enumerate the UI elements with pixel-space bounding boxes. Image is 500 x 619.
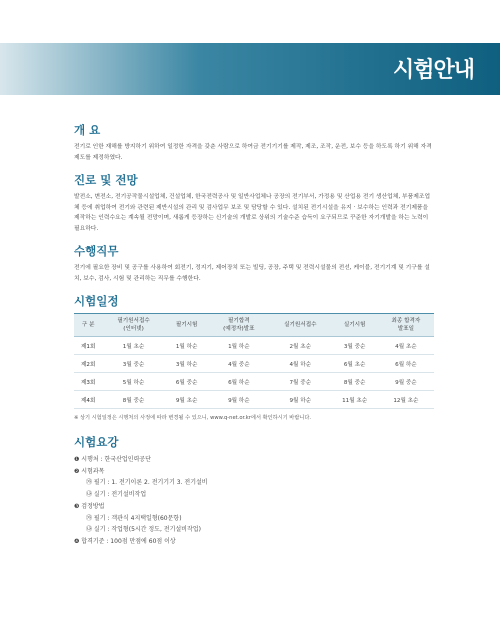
schedule-cell: 1월 하순 — [209, 337, 270, 355]
schedule-cell: 제1회 — [74, 337, 102, 355]
requirement-item: ❷ 시험과목 — [74, 467, 105, 475]
schedule-cell: 5월 하순 — [102, 373, 164, 391]
section-career — [74, 172, 434, 234]
schedule-cell: 9월 하순 — [269, 391, 331, 409]
schedule-cell: 8월 중순 — [102, 391, 164, 409]
schedule-cell: 9월 초순 — [165, 391, 209, 409]
schedule-cell: 제2회 — [74, 355, 102, 373]
schedule-header-cell: 구 분 — [74, 314, 102, 337]
schedule-cell: 4월 중순 — [209, 355, 270, 373]
schedule-note: ※ 상기 시험일정은 시행처의 사정에 따라 변경될 수 있으니, www.q-net.or.kr에서 확인하시기 바랍니다. — [74, 415, 312, 421]
schedule-cell: 제4회 — [74, 391, 102, 409]
schedule-row — [74, 373, 434, 391]
schedule-cell: 1월 하순 — [165, 337, 209, 355]
schedule-cell: 4월 초순 — [378, 337, 434, 355]
schedule-cell: 1월 초순 — [102, 337, 164, 355]
career-title: 진로 및 전망 — [74, 173, 138, 187]
requirement-item: ㉮ 필기 : 1. 전기이론 2. 전기기기 3. 전기설비 — [86, 479, 208, 487]
schedule-cell: 6월 중순 — [165, 373, 209, 391]
schedule-row — [74, 337, 434, 355]
schedule-cell: 3월 하순 — [165, 355, 209, 373]
schedule-cell: 2월 초순 — [269, 337, 331, 355]
requirement-item: ❶ 시행처 : 한국산업인력공단 — [74, 456, 151, 463]
section-schedule — [74, 293, 434, 421]
schedule-cell: 6월 초순 — [331, 355, 377, 373]
section-requirements — [74, 434, 434, 548]
requirement-item: ㉯ 실기 : 전기설비작업 — [86, 491, 147, 499]
schedule-header-cell: 실기시험 — [331, 314, 377, 337]
schedule-cell: 6월 하순 — [209, 373, 270, 391]
career-body: 발전소, 변전소, 전기공작물시설업체, 건설업체, 한국전력공사 및 일반사업체나 공장의 전기부서, 가정용 및 산업용 전기 생산업체, 부품제조업체 등에 취업하여 전기와 관련된 제반시설의 관리 및 검사업무 보조 및 담당할 수 있다. 설치된 전기시설을 유지 · 보수하는 인력과 전기제품을 제작하는 인력수요는 계속될 전망이며, 새롭게 등장하는 신기술의 개발로 상위의 기술수준 습득이 요구되므로 꾸준한 자기개발을 하는 노력이 필요하다. — [74, 194, 431, 232]
schedule-cell: 7월 중순 — [269, 373, 331, 391]
duties-body: 전기에 필요한 장비 및 공구를 사용하여 회전기, 정지기, 제어장치 또는 빌딩, 공장, 주택 및 전력시설물의 전선, 케이블, 전기기계 및 기구를 설치, 보수, 검사, 시험 및 관리하는 직무를 수행한다. — [74, 265, 430, 282]
schedule-title: 시험일정 — [74, 294, 119, 308]
schedule-header-cell: 필기합격 (예정자)발표 — [209, 314, 270, 337]
page-title: 시험안내 — [392, 58, 474, 83]
schedule-header-row — [74, 314, 434, 337]
schedule-row — [74, 355, 434, 373]
requirement-item: ❹ 합격기준 : 100점 만점에 60점 이상 — [74, 537, 176, 545]
section-duties — [74, 243, 434, 284]
schedule-row — [74, 391, 434, 409]
schedule-cell: 3월 중순 — [331, 337, 377, 355]
schedule-cell: 9월 하순 — [209, 391, 270, 409]
requirement-item: ㉮ 필기 : 객관식 4지택일형(60문항) — [86, 514, 182, 522]
overview-title: 개 요 — [74, 123, 101, 137]
requirements-list — [74, 454, 434, 548]
schedule-header-cell: 필기시험 — [165, 314, 209, 337]
requirements-title: 시험요강 — [74, 435, 119, 449]
content — [74, 122, 434, 548]
duties-title: 수행직무 — [74, 244, 119, 258]
schedule-cell: 3월 중순 — [102, 355, 164, 373]
schedule-header-cell: 실기원서접수 — [269, 314, 331, 337]
schedule-table — [74, 313, 434, 409]
schedule-header-cell: 최종 합격자 발표일 — [378, 314, 434, 337]
requirement-item: ㉯ 실기 : 작업형(5시간 정도, 전기설비작업) — [86, 526, 201, 534]
schedule-cell: 6월 하순 — [378, 355, 434, 373]
schedule-cell: 9월 중순 — [378, 373, 434, 391]
schedule-cell: 11월 초순 — [331, 391, 377, 409]
requirement-item: ❸ 검정방법 — [74, 502, 105, 510]
section-overview — [74, 122, 434, 163]
schedule-cell: 제3회 — [74, 373, 102, 391]
overview-body: 전기로 인한 재해를 방지하기 위하여 일정한 자격을 갖춘 사람으로 하여금 전기기기를 제작, 제조, 조작, 운전, 보수 등을 하도록 하기 위해 자격제도를 제정하였다. — [74, 144, 432, 161]
schedule-cell: 12월 초순 — [378, 391, 434, 409]
schedule-header-cell: 필기원서접수 (인터넷) — [102, 314, 164, 337]
schedule-cell: 8월 중순 — [331, 373, 377, 391]
schedule-cell: 4월 하순 — [269, 355, 331, 373]
